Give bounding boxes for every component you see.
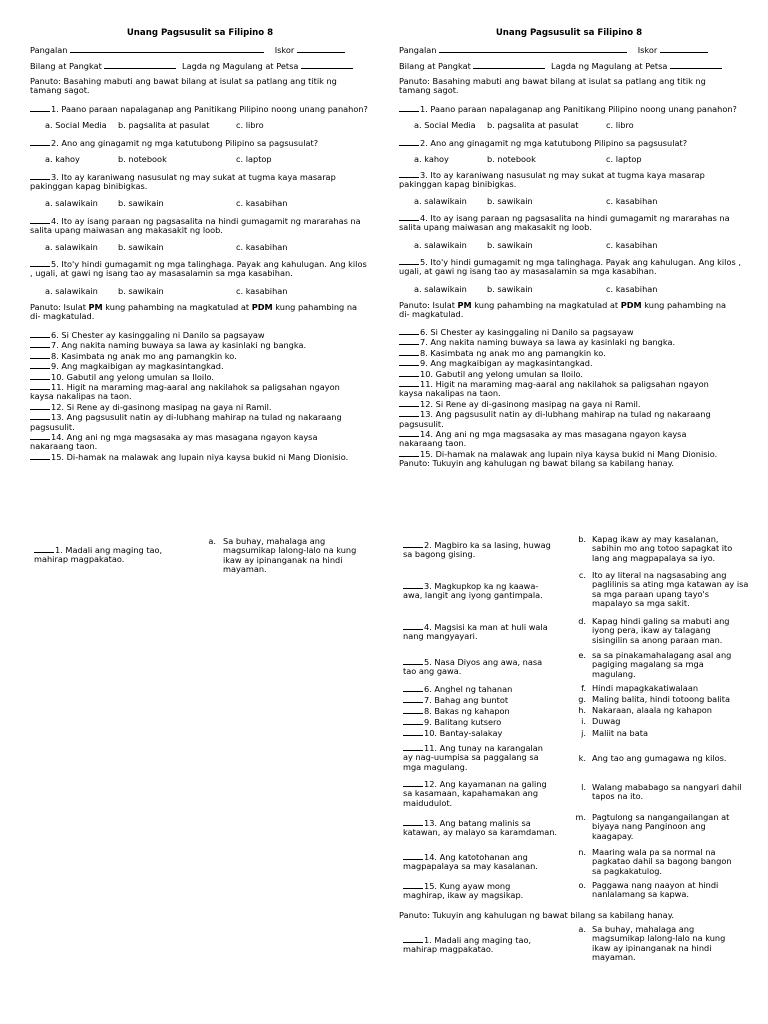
page-title: Unang Pagsusulit sa Filipino 8 (126, 28, 274, 38)
answer-blank[interactable] (399, 337, 419, 345)
list-item: 8. Kasimbata ng anak mo ang pamangkin ko. (399, 348, 719, 358)
answer-blank[interactable] (403, 779, 423, 787)
answer-blank[interactable] (399, 348, 419, 356)
matching-answer: Paggawa nang naayon at hindi nanlalamang sa kapwa. (592, 880, 719, 900)
matching-item: 6. Anghel ng tahanan (403, 684, 553, 694)
question-5 (399, 257, 744, 277)
matching-item: 9. Balitang kutsero (403, 717, 553, 727)
name-row (30, 45, 370, 55)
answer-blank[interactable] (399, 399, 419, 407)
matching-item: 5. Nasa Diyos ang awa, nasa tao ang gawa. (403, 657, 543, 677)
choice-a: a. kahoy (45, 154, 80, 164)
question-4 (399, 213, 739, 233)
matching-answer-a: Sa buhay, mahalaga ang magsumikap lalong-lalo na kung ikaw ay ipinanganak na hindi mayaman. (592, 924, 726, 963)
choice-a: a. salawikain (414, 240, 467, 250)
matching-letter: m. (575, 812, 586, 822)
matching-answer: Maliit na bata (592, 728, 648, 738)
question-text: 1. Paano paraan napalaganap ang Panitikang Pilipino noong unang panahon? (51, 104, 368, 114)
answer-blank[interactable] (399, 327, 419, 335)
question-1 (30, 104, 370, 114)
answer-blank[interactable] (403, 717, 423, 725)
section-field[interactable] (473, 61, 545, 69)
choice-c: c. libro (236, 120, 264, 130)
name-field[interactable] (70, 45, 264, 53)
answer-blank[interactable] (399, 358, 419, 366)
matching-answer: Hindi mapagkakatiwalaan (592, 683, 699, 693)
answer-blank[interactable] (403, 540, 423, 548)
pdm-term: PDM (620, 300, 642, 310)
matching-item: 2. Magbiro ka sa lasing, huwag sa bagong gising. (403, 540, 551, 560)
choice-b: b. notebook (118, 154, 167, 164)
matching-answer: Pagtulong sa nangangailangan at biyaya nang Panginoon ang kaagapay. (592, 812, 730, 841)
choice-b: b. sawikain (487, 240, 533, 250)
answer-blank[interactable] (403, 657, 423, 665)
choice-b: b. pagsalita at pasulat (487, 120, 579, 130)
answer-blank[interactable] (30, 259, 50, 267)
list-item: 15. Di-hamak na malawak ang lupain niya kaysa bukid ni Mang Dionisio. (30, 452, 350, 462)
matching-answer: Nakaraan, alaala ng kahapon (592, 705, 712, 715)
answer-blank[interactable] (30, 372, 50, 380)
answer-blank[interactable] (403, 881, 423, 889)
choice-c: c. kasabihan (236, 242, 288, 252)
list-item: 14. Ang ani ng mga magsasaka ay mas masagana ngayon kaysa nakaraang taon. (399, 429, 687, 449)
answer-blank[interactable] (399, 170, 419, 178)
list-item: 13. Ang pagsusulit natin ay di-lubhang mahirap na tulad ng nakaraang pagsusulit. (30, 412, 342, 432)
question-text: 5. Ito'y hindi gumagamit ng mga talinghaga. Payak ang kahulugan. Ang kilos , ugali, at gawi ng isang tao ay masasalamin sa mga kasabihan. (399, 257, 741, 277)
answer-blank[interactable] (403, 818, 423, 826)
question-text: 2. Ano ang ginagamit ng mga katutubong Pilipino sa pagsusulat? (51, 138, 319, 148)
matching-item: 13. Ang batang malinis sa katawan, ay malayo sa karamdaman. (403, 818, 558, 838)
matching-answer: Maling balita, hindi totoong balita (592, 694, 730, 704)
matching-answer: Walang mababago sa nangyari dahil tapos na ito. (592, 782, 742, 802)
matching-letter: n. (578, 847, 586, 857)
choice-b: b. sawikain (487, 284, 533, 294)
matching-item: 8. Bakas ng kahapon (403, 706, 553, 716)
comparison-items (30, 330, 350, 462)
answer-blank[interactable] (30, 172, 50, 180)
matching-item: 7. Bahag ang buntot (403, 695, 553, 705)
matching-item: 14. Ang katotohanan ang magpapalaya sa may kasalanan. (403, 852, 538, 872)
signature-label: Lagda ng Magulang at Petsa (182, 61, 299, 71)
answer-blank[interactable] (30, 340, 50, 348)
answer-blank[interactable] (403, 581, 423, 589)
choice-b: b. sawikain (118, 242, 164, 252)
section-row (399, 61, 739, 71)
signature-field[interactable] (670, 61, 722, 69)
list-item: 11. Higit na maraming mag-aaral ang nakilahok sa paligsahan ngayon kaysa nakalipas na taon. (399, 379, 709, 399)
name-row (399, 45, 739, 55)
answer-blank[interactable] (403, 728, 423, 736)
matching-answer: Ito ay literal na nagsasabing ang paglilinis sa ating mga katawan ay isa sa mga paraan upang tayo's mapalayo sa mga sakit. (592, 570, 749, 609)
section-row (30, 61, 370, 71)
answer-blank[interactable] (399, 104, 419, 112)
matching-answer: Kapag hindi galing sa mabuti ang iyong pera, ikaw ay talagang sisingilin sa anong paraan man. (592, 616, 730, 645)
choice-a: a. Social Media (45, 120, 107, 130)
matching-letter: l. (581, 782, 586, 792)
matching-answer: sa sa pinakamahalagang asal ang pagiging magalang sa mga magulang. (592, 650, 732, 679)
matching-letter: h. (578, 705, 586, 715)
answer-blank[interactable] (399, 257, 419, 265)
choice-a: a. kahoy (414, 154, 449, 164)
pdm-term: PDM (251, 302, 273, 312)
answer-blank[interactable] (403, 852, 423, 860)
matching-item: 3. Magkupkop ka ng kaawa-awa, langit ang iyong gantimpala. (403, 581, 543, 601)
answer-blank[interactable] (399, 369, 419, 377)
question-text: 2. Ano ang ginagamit ng mga katutubong Pilipino sa pagsusulat? (420, 138, 688, 148)
signature-field[interactable] (301, 61, 353, 69)
choice-c: c. laptop (606, 154, 642, 164)
choice-c: c. laptop (236, 154, 272, 164)
answer-blank[interactable] (30, 104, 50, 112)
answer-blank[interactable] (399, 449, 419, 457)
matching-item-1: 1. Madali ang maging tao, mahirap magpakatao. (34, 545, 163, 565)
question-text: 5. Ito'y hindi gumagamit ng mga talinghaga. Payak ang kahulugan. Ang kilos , ugali, at gawi ng isang tao ay masasalamin sa mga kasabihan. (30, 259, 367, 279)
answer-blank[interactable] (403, 706, 423, 714)
question-2 (30, 138, 370, 148)
list-item: 7. Ang nakita naming buwaya sa lawa ay kasinlaki ng bangka. (30, 340, 350, 350)
page-title: Unang Pagsusulit sa Filipino 8 (495, 28, 643, 38)
list-item: 12. Si Rene ay di-gasinong masipag na gaya ni Ramil. (399, 399, 719, 409)
choice-a: a. salawikain (414, 196, 467, 206)
answer-blank[interactable] (34, 545, 54, 553)
answer-blank[interactable] (30, 412, 50, 420)
answer-blank[interactable] (403, 684, 423, 692)
directions-1: Panuto: Basahing mabuti ang bawat bilang at isulat sa patlang ang titik ng tamang sagot. (399, 76, 706, 96)
matching-letter: g. (578, 694, 586, 704)
choice-b: b. notebook (487, 154, 536, 164)
answer-blank[interactable] (30, 138, 50, 146)
answer-blank[interactable] (399, 429, 419, 437)
list-item: 8. Kasimbata ng anak mo ang pamangkin ko. (30, 351, 350, 361)
choice-a: a. salawikain (414, 284, 467, 294)
choice-a: a. Social Media (414, 120, 476, 130)
matching-item: 10. Bantay-salakay (403, 728, 553, 738)
matching-letter: i. (581, 716, 586, 726)
choice-c: c. kasabihan (236, 198, 288, 208)
answer-blank[interactable] (30, 382, 50, 390)
list-item: 7. Ang nakita naming buwaya sa lawa ay kasinlaki ng bangka. (399, 337, 719, 347)
signature-label: Lagda ng Magulang at Petsa (551, 61, 668, 71)
section-label: Bilang at Pangkat (30, 61, 102, 71)
choice-c: c. kasabihan (606, 196, 658, 206)
answer-blank[interactable] (399, 138, 419, 146)
choice-b: b. sawikain (118, 198, 164, 208)
list-item: 10. Gabutil ang yelong umulan sa Iloilo. (399, 369, 719, 379)
answer-blank[interactable] (403, 622, 423, 630)
list-item: 6. Si Chester ay kasinggaling ni Danilo sa pagsayaw (399, 327, 719, 337)
question-3 (30, 172, 370, 192)
choice-a: a. salawikain (45, 198, 98, 208)
answer-blank[interactable] (30, 452, 50, 460)
question-5 (30, 259, 370, 279)
list-item: 9. Ang magkaibigan ay magkasintangkad. (30, 361, 350, 371)
question-2 (399, 138, 739, 148)
section-field[interactable] (104, 61, 176, 69)
matching-letter: f. (581, 683, 586, 693)
directions-3: Panuto: Tukuyin ang kahulugan ng bawat bilang sa kabilang hanay. (399, 910, 674, 920)
answer-blank[interactable] (30, 432, 50, 440)
directions-3: Panuto: Tukuyin ang kahulugan ng bawat bilang sa kabilang hanay. (399, 458, 674, 469)
matching-answer: Ang tao ang gumagawa ng kilos. (592, 753, 727, 763)
name-label: Pangalan (30, 45, 68, 55)
answer-blank[interactable] (30, 402, 50, 410)
name-field[interactable] (439, 45, 627, 53)
list-item: 13. Ang pagsusulit natin ay di-lubhang mahirap na tulad ng nakaraang pagsusulit. (399, 409, 711, 429)
score-field[interactable] (297, 45, 345, 53)
question-text: 1. Paano paraan napalaganap ang Panitikang Pilipino noong unang panahon? (420, 104, 737, 114)
matching-letter: a. (578, 924, 586, 934)
score-label: Iskor (637, 45, 658, 55)
matching-letter: c. (578, 570, 586, 580)
directions-2: Panuto: Isulat PM kung pahambing na magkatulad at PDM kung pahambing na di- magkatulad. (399, 300, 727, 320)
choice-b: b. pagsalita at pasulat (118, 120, 210, 130)
matching-letter: o. (578, 880, 586, 890)
question-text: 4. Ito ay isang paraan ng pagsasalita na hindi gumagamit ng mararahas na salita upang maiwasan ang makasakit ng loob. (399, 213, 730, 233)
answer-blank[interactable] (399, 379, 419, 387)
list-item: 15. Di-hamak na malawak ang lupain niya kaysa bukid ni Mang Dionisio. (399, 449, 719, 459)
choice-c: c. kasabihan (606, 240, 658, 250)
list-item: 9. Ang magkaibigan ay magkasintangkad. (399, 358, 719, 368)
choice-c: c. kasabihan (236, 286, 288, 296)
matching-item: 12. Ang kayamanan na galing sa kasamaan, kapahamakan ang maidudulot. (403, 779, 547, 808)
list-item: 10. Gabutil ang yelong umulan sa Iloilo. (30, 372, 350, 382)
choice-b: b. sawikain (118, 286, 164, 296)
score-label: Iskor (274, 45, 295, 55)
answer-blank[interactable] (399, 409, 419, 417)
matching-item: 15. Kung ayaw mong maghirap, ikaw ay magsikap. (403, 881, 524, 901)
question-4 (30, 216, 370, 236)
choice-c: c. kasabihan (606, 284, 658, 294)
directions-1: Panuto: Basahing mabuti ang bawat bilang at isulat sa patlang ang titik ng tamang sagot. (30, 76, 337, 96)
answer-blank[interactable] (30, 330, 50, 338)
matching-letter: a. (208, 536, 216, 546)
answer-blank[interactable] (403, 935, 423, 943)
answer-blank[interactable] (399, 213, 419, 221)
directions-2: Panuto: Isulat PM kung pahambing na magkatulad at PDM kung pahambing na di- magkatulad. (30, 302, 358, 322)
answer-blank[interactable] (403, 695, 423, 703)
choice-b: b. sawikain (487, 196, 533, 206)
pm-term: PM (88, 302, 103, 312)
matching-answer: Duwag (592, 716, 621, 726)
answer-blank[interactable] (30, 361, 50, 369)
answer-blank[interactable] (403, 743, 423, 751)
question-text: 3. Ito ay karaniwang nasusulat ng may sukat at tugma kaya masarap pakinggan kapag binibigkas. (399, 170, 705, 190)
choice-a: a. salawikain (45, 286, 98, 296)
pm-term: PM (457, 300, 472, 310)
list-item: 14. Ang ani ng mga magsasaka ay mas masagana ngayon kaysa nakaraang taon. (30, 432, 318, 452)
question-3 (399, 170, 739, 190)
question-text: 4. Ito ay isang paraan ng pagsasalita na hindi gumagamit ng mararahas na salita upang maiwasan ang makasakit ng loob. (30, 216, 361, 236)
answer-blank[interactable] (30, 216, 50, 224)
matching-item: 4. Magsisi ka man at huli wala nang mangyayari. (403, 622, 548, 642)
matching-letter: e. (578, 650, 586, 660)
comparison-items (399, 327, 719, 469)
list-item: 12. Si Rene ay di-gasinong masipag na gaya ni Ramil. (30, 402, 350, 412)
matching-item-1: 1. Madali ang maging tao, mahirap magpakatao. (403, 935, 532, 955)
matching-letter: k. (578, 753, 586, 763)
name-label: Pangalan (399, 45, 437, 55)
matching-letter: d. (578, 616, 586, 626)
matching-answer: Kapag ikaw ay may kasalanan, sabihin mo ang totoo sapagkat ito lang ang magpapalaya sa iyo. (592, 534, 733, 563)
matching-answer-a: Sa buhay, mahalaga ang magsumikap lalong-lalo na kung ikaw ay ipinanganak na hindi mayaman. (223, 536, 357, 575)
list-item: 11. Higit na maraming mag-aaral ang nakilahok sa paligsahan ngayon kaysa nakalipas na taon. (30, 382, 340, 402)
matching-answer: Maaring wala pa sa normal na pagkatao dahil sa bagong bangon sa pagkakatulog. (592, 847, 732, 876)
question-1 (399, 104, 749, 114)
answer-blank[interactable] (30, 351, 50, 359)
section-label: Bilang at Pangkat (399, 61, 471, 71)
matching-letter: b. (578, 534, 586, 544)
matching-letter: j. (581, 728, 586, 738)
matching-item: 11. Ang tunay na karangalan ay nag-uumpisa sa paggalang sa mga magulang. (403, 743, 543, 772)
score-field[interactable] (660, 45, 708, 53)
choice-a: a. salawikain (45, 242, 98, 252)
question-text: 3. Ito ay karaniwang nasusulat ng may sukat at tugma kaya masarap pakinggan kapag binibigkas. (30, 172, 336, 192)
list-item: 6. Si Chester ay kasinggaling ni Danilo sa pagsayaw (30, 330, 350, 340)
choice-c: c. libro (606, 120, 634, 130)
